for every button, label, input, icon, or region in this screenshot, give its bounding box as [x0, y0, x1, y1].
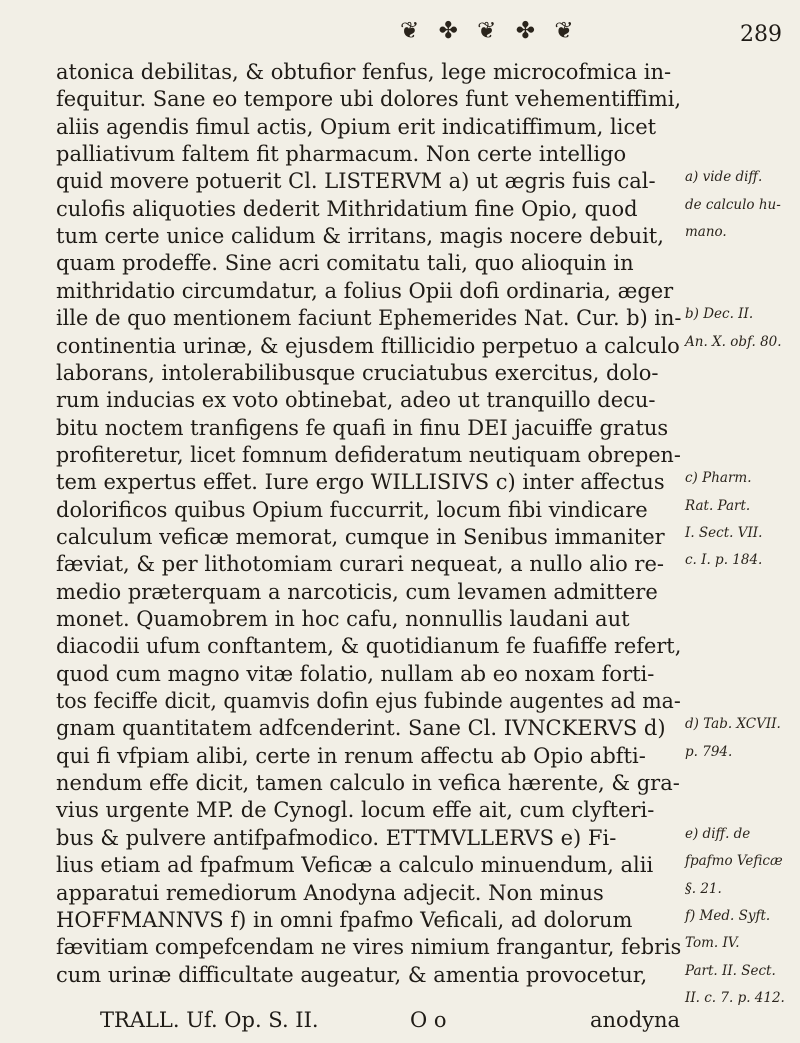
margin-note: Tom. IV.	[685, 935, 740, 952]
margin-note: Part. II. Sect.	[685, 962, 776, 979]
text-line	[0, 140, 800, 170]
margin-note: a) vide diff.	[685, 169, 763, 186]
text-line	[0, 441, 800, 471]
text-line	[0, 742, 800, 772]
line-text: nendum effe dicit, tamen calculo in vefica hærente, & gra-	[56, 771, 680, 796]
line-text: profiteretur, licet fomnum defideratum neutiquam obrepen-	[56, 442, 681, 467]
text-line	[0, 632, 800, 662]
text-line	[0, 769, 800, 799]
line-text: continentia urinæ, & ejusdem ftillicidio perpetuo a calculo	[56, 333, 680, 358]
line-text: rum inducias ex voto obtinebat, adeo ut tranquillo decu-	[56, 388, 656, 413]
page-number: 289	[740, 22, 782, 47]
text-line	[0, 332, 800, 362]
running-header	[0, 10, 800, 52]
text-line	[0, 796, 800, 826]
margin-note: d) Tab. XCVII.	[685, 716, 781, 733]
line-text: HOFFMANNVS f) in omni fpafmo Veficali, ad dolorum	[56, 907, 633, 932]
page-footer	[0, 1006, 800, 1038]
text-line	[0, 578, 800, 608]
line-text: mithridatio circumdatur, a folius Opii dofi ordinaria, æger	[56, 278, 674, 303]
line-text: palliativum faltem fit pharmacum. Non certe intelligo	[56, 142, 627, 167]
text-line	[0, 660, 800, 690]
margin-note: II. c. 7. p. 412.	[685, 989, 785, 1006]
line-text: calculum veficæ memorat, cumque in Senibus immaniter	[56, 524, 665, 549]
line-text: vius urgente MP. de Cynogl. locum effe ait, cum clyfteri-	[56, 798, 655, 823]
text-line	[0, 906, 800, 936]
line-text: fequitur. Sane eo tempore ubi dolores funt vehementiffimi,	[56, 87, 682, 112]
line-text: fæviat, & per lithotomiam curari nequeat, a nullo alio re-	[56, 552, 664, 577]
text-line	[0, 195, 800, 225]
text-line	[0, 85, 800, 115]
margin-note: c. I. p. 184.	[685, 552, 763, 569]
margin-note: An. X. obf. 80.	[685, 333, 782, 350]
header-ornament: ❦ ✤ ❦ ✤ ❦	[400, 18, 580, 44]
text-line	[0, 961, 800, 991]
text-line	[0, 167, 800, 197]
line-text: diacodii ufum conftantem, & quotidianum fe fuafiffe refert,	[56, 634, 682, 659]
text-line	[0, 58, 800, 88]
text-line	[0, 468, 800, 498]
text-line	[0, 414, 800, 444]
text-line	[0, 113, 800, 143]
text-line	[0, 851, 800, 881]
catchword-left: TRALL. Uf. Op. S. II.	[100, 1008, 319, 1032]
line-text: bus & pulvere antifpafmodico. ETTMVLLERVS e) Fi-	[56, 825, 617, 850]
text-line	[0, 386, 800, 416]
line-text: medio præterquam a narcoticis, cum levamen admittere	[56, 579, 658, 604]
line-text: tem expertus effet. Iure ergo WILLISIVS c) inter affectus	[56, 470, 665, 495]
margin-note: de calculo hu-	[685, 196, 781, 213]
catchword-right: anodyna	[590, 1008, 681, 1032]
signature-mark: O o	[410, 1008, 447, 1032]
text-line	[0, 359, 800, 389]
text-line	[0, 879, 800, 909]
margin-note: c) Pharm.	[685, 470, 752, 487]
line-text: quid movere potuerit Cl. LISTERVM a) ut ægris fuis cal-	[56, 169, 656, 194]
margin-note: §. 21.	[685, 880, 722, 897]
text-line	[0, 824, 800, 854]
line-text: dolorificos quibus Opium fuccurrit, locum fibi vindicare	[56, 497, 648, 522]
line-text: lius etiam ad fpafmum Veficæ a calculo minuendum, alii	[56, 853, 654, 878]
text-line	[0, 304, 800, 334]
text-line	[0, 523, 800, 553]
text-line	[0, 933, 800, 963]
text-line	[0, 687, 800, 717]
margin-note: p. 794.	[685, 743, 733, 760]
text-line	[0, 277, 800, 307]
line-text: culofis aliquoties dederit Mithridatium fine Opio, quod	[56, 196, 638, 221]
line-text: bitu noctem tranfigens fe quafi in finu DEI jacuiffe gratus	[56, 415, 669, 440]
margin-note: Rat. Part.	[685, 497, 751, 514]
line-text: gnam quantitatem adfcenderint. Sane Cl. IVNCKERVS d)	[56, 716, 666, 741]
line-text: cum urinæ difficultate augeatur, & amentia provocetur,	[56, 962, 648, 987]
margin-note: I. Sect. VII.	[685, 524, 763, 541]
line-text: tos feciffe dicit, quamvis dofin ejus fubinde augentes ad ma-	[56, 689, 681, 714]
line-text: aliis agendis fimul actis, Opium erit indicatiffimum, licet	[56, 114, 657, 139]
line-text: laborans, intolerabilibusque cruciatubus exercitus, dolo-	[56, 360, 659, 385]
text-line	[0, 605, 800, 635]
line-text: quod cum magno vitæ folatio, nullam ab eo noxam forti-	[56, 661, 655, 686]
margin-note: e) diff. de	[685, 825, 751, 842]
line-text: fævitiam compefcendam ne vires nimium frangantur, febris	[56, 935, 682, 960]
margin-note: fpafmo Veficæ	[685, 853, 783, 870]
text-line	[0, 496, 800, 526]
line-text: tum certe unice calidum & irritans, magis nocere debuit,	[56, 224, 664, 249]
margin-note: f) Med. Syft.	[685, 907, 771, 924]
line-text: monet. Quamobrem in hoc cafu, nonnullis laudani aut	[56, 607, 630, 631]
margin-note: mano.	[685, 224, 727, 241]
text-line	[0, 550, 800, 580]
line-text: quam prodeffe. Sine acri comitatu tali, quo alioquin in	[56, 251, 634, 276]
line-text: apparatui remediorum Anodyna adjecit. Non minus	[56, 880, 604, 905]
line-text: qui fi vfpiam alibi, certe in renum affectu ab Opio abfti-	[56, 743, 646, 768]
line-text: ille de quo mentionem faciunt Ephemerides Nat. Cur. b) in-	[56, 306, 682, 331]
text-line	[0, 222, 800, 252]
line-text: atonica debilitas, & obtufior fenfus, lege microcofmica in-	[56, 60, 672, 84]
margin-note: b) Dec. II.	[685, 306, 754, 323]
text-line	[0, 249, 800, 279]
text-line	[0, 714, 800, 744]
